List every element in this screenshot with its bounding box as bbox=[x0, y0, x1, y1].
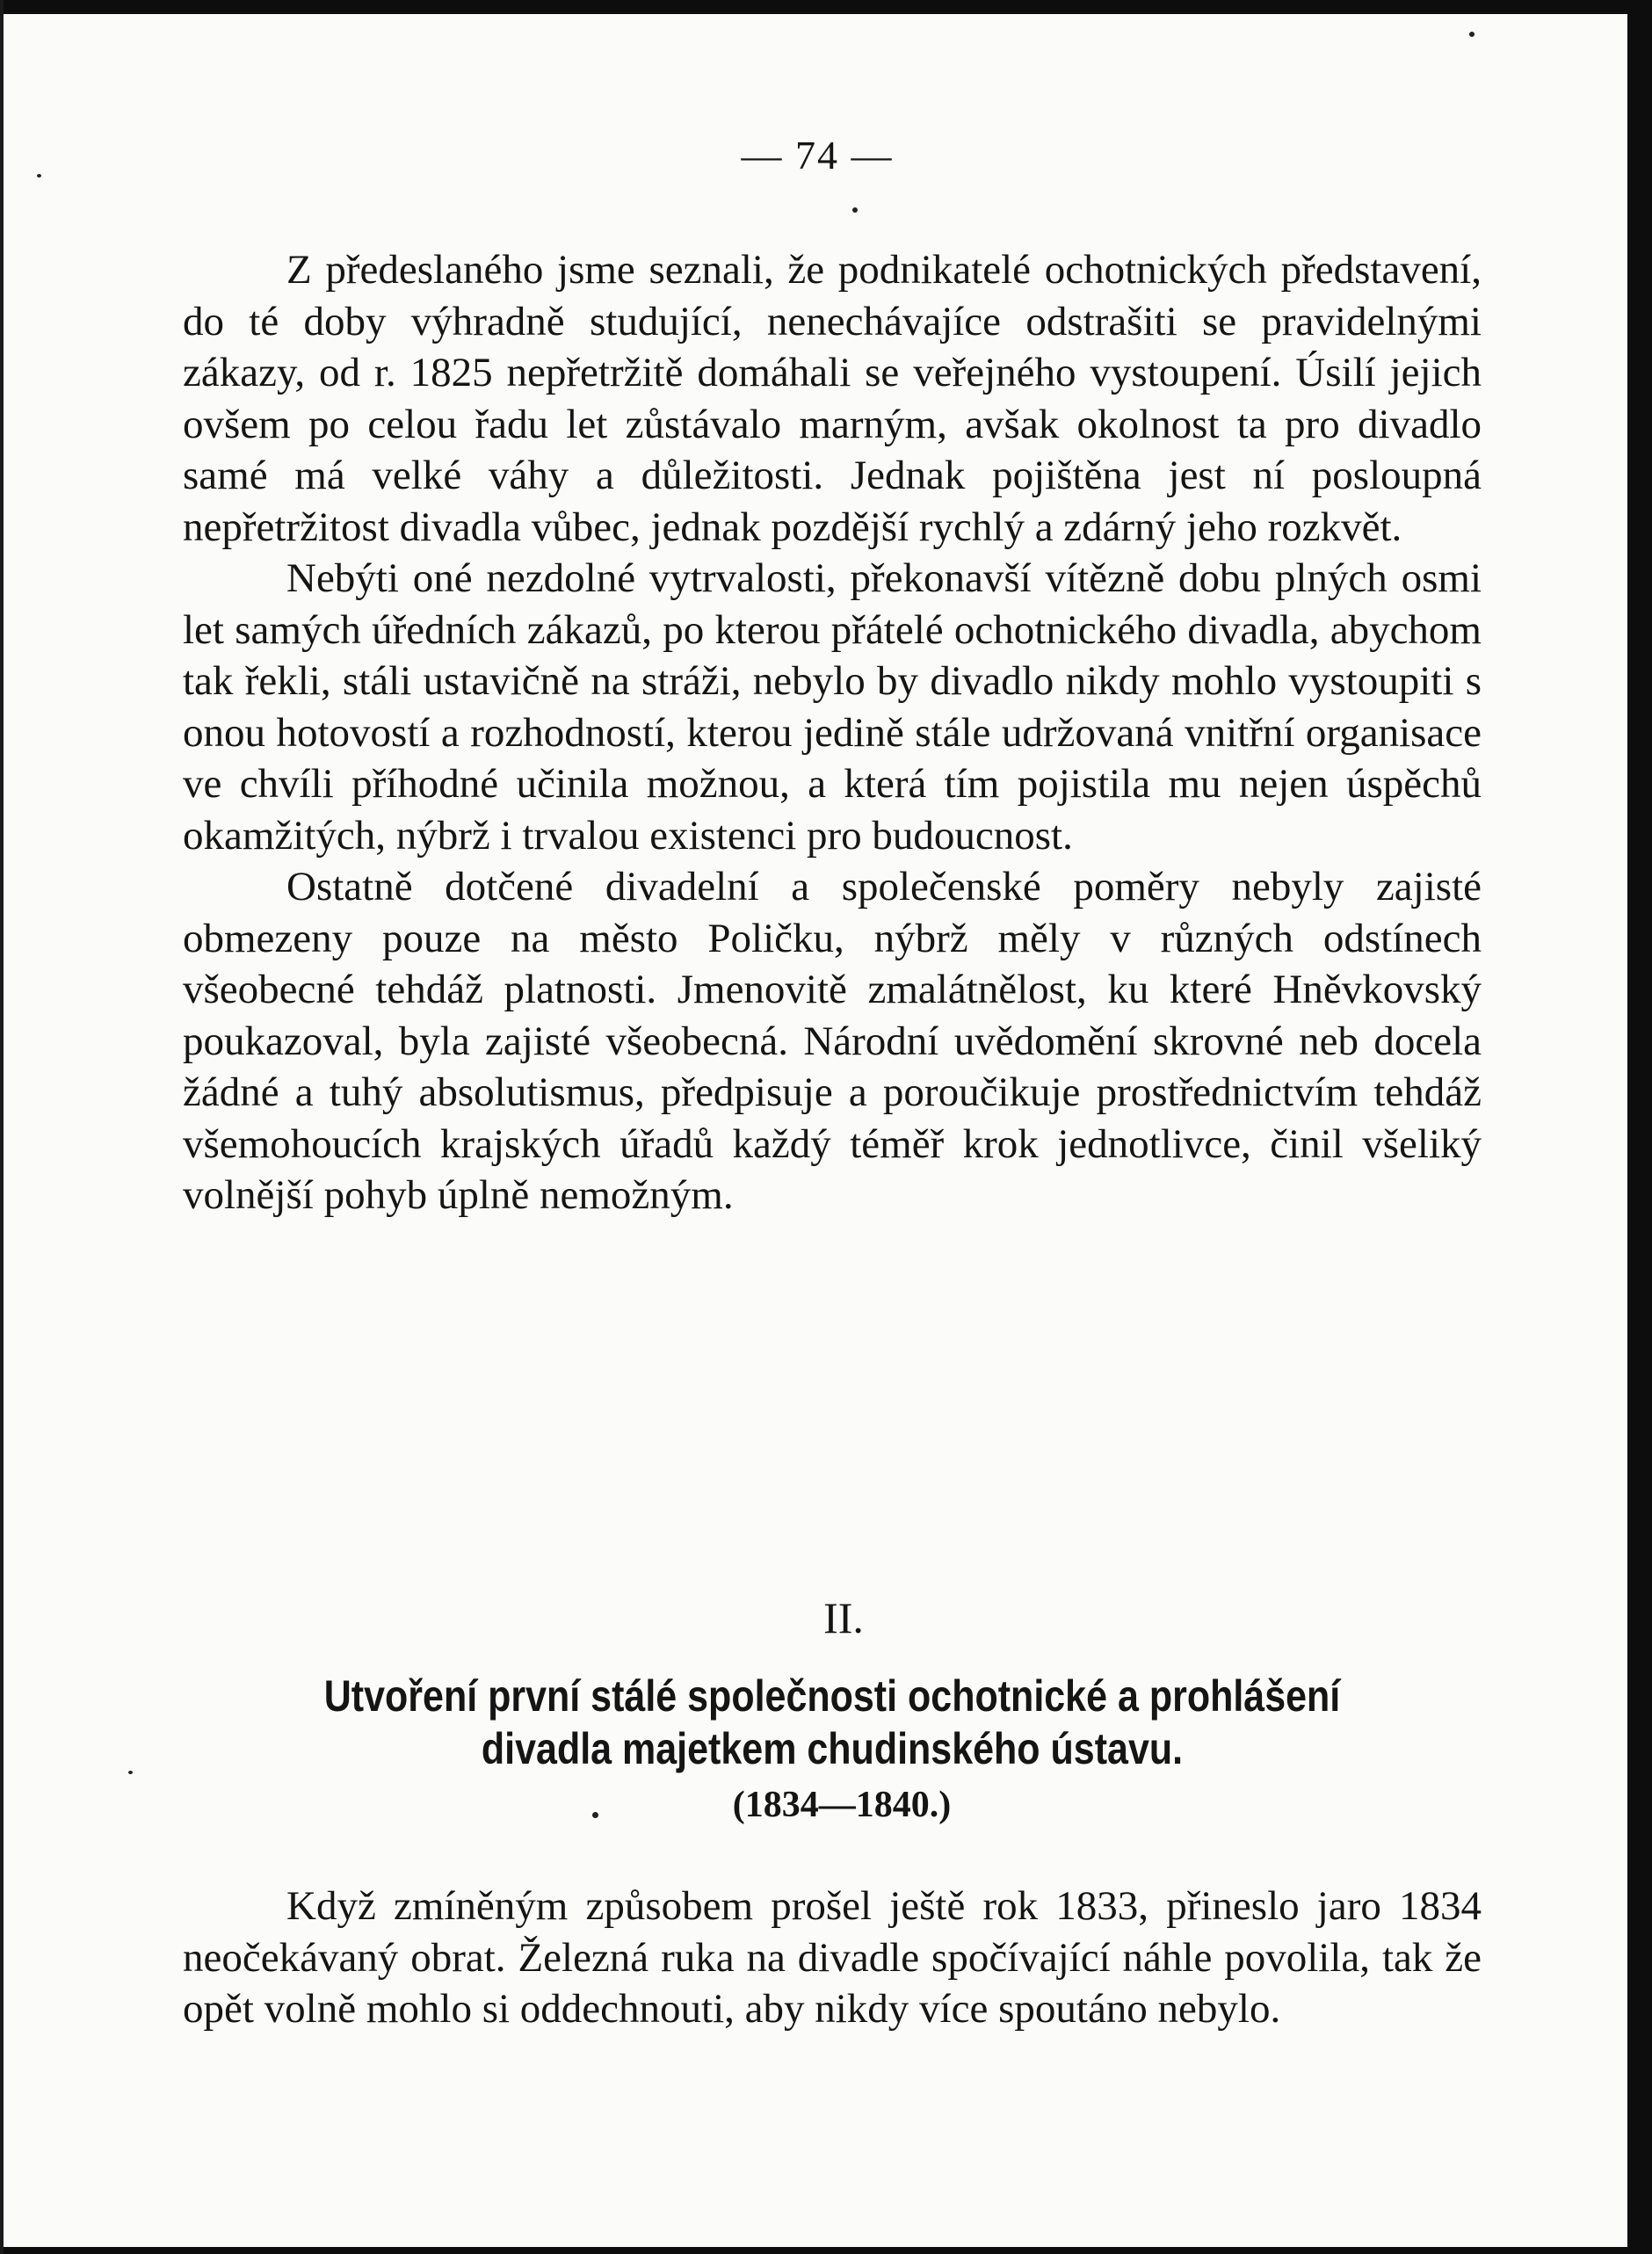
scan-border-right bbox=[1627, 0, 1652, 2254]
scan-speck bbox=[1469, 32, 1474, 37]
paragraph: Nebýti oné nezdolné vytrvalosti, překonavší vítězně dobu plných osmi let samých úředních zákazů, po kterou přátelé ochotnického divadla, abychom tak řekli, stáli ustavičně na stráži, nebylo by divadlo nikdy mohlo vystoupiti s onou hotovostí a rozhodností, kterou jedině stále udržovaná vnitřní organisace ve chvíli příhodné učinila možnou, a která tím pojistila mu nejen úspěchů okamžitých, nýbrž i trvalou existenci pro budoucnost. bbox=[183, 555, 1482, 859]
closing-text bbox=[183, 1881, 1482, 2035]
page-number: — 74 — bbox=[741, 133, 894, 178]
scan-border-left bbox=[0, 0, 4, 2254]
paragraph: Z předeslaného jsme seznali, že podnikatelé ochotnických představení, do té doby výhradně studující, nenechávajíce odstrašiti se pravidelnými zákazy, od r. 1825 nepřetržitě domáhali se veřejného vystoupení. Úsilí jejich ovšem po celou řadu let zůstávalo marným, avšak okolnost ta pro divadlo samé má velké váhy a důležitosti. Jednak pojištěna jest ní posloupná nepřetržitost divadla vůbec, jednak pozdější rychlý a zdárný jeho rozkvět. bbox=[183, 247, 1482, 550]
scan-border-top bbox=[0, 0, 1652, 14]
main-text bbox=[183, 244, 1482, 1221]
scan-speck bbox=[128, 1771, 133, 1774]
paragraph: Když zmíněným způsobem prošel ještě rok 1833, přineslo jaro 1834 neočekávaný obrat. Železná ruka na divadle spočívající náhle povolila, tak že opět volně mohlo si oddechnouti, aby nikdy více spoutáno nebylo. bbox=[183, 1883, 1482, 2032]
section-number: II. bbox=[823, 1593, 864, 1642]
paragraph: Ostatně dotčené divadelní a společenské poměry nebyly zajisté obmezeny pouze na město Poličku, nýbrž měly v různých odstínech všeobecné tehdáž platnosti. Jmenovitě zmalátnělost, ku které Hněvkovský poukazoval, byla zajisté všeobecná. Národní uvědomění skrovné neb docela žádné a tuhý absolutismus, předpisuje a poroučikuje prostřednictvím tehdáž všemohoucích krajských úřadů každý téměř krok jednotlivce, činil všeliký volnější pohyb úplně nemožným. bbox=[183, 864, 1482, 1218]
chapter-title: Utvoření první stálé společnosti ochotnické a prohlášení divadla majetkem chudinského ústavu. bbox=[323, 1671, 1341, 1773]
scan-speck bbox=[852, 207, 858, 213]
chapter-years: (1834—1840.) bbox=[732, 1785, 952, 1825]
scan-border-bottom bbox=[0, 2247, 1652, 2254]
